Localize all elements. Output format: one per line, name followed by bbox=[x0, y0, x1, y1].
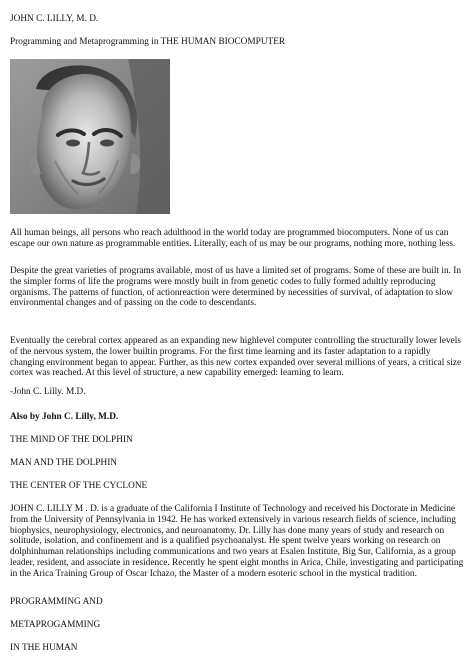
author-line: JOHN C. LILLY, M. D. bbox=[10, 14, 99, 24]
footer-line-3: IN THE HUMAN bbox=[10, 643, 78, 653]
book-1: THE MIND OF THE DOLPHIN bbox=[10, 435, 133, 445]
intro-paragraph-2: Despite the great varieties of programs available, most of us have a limited set of programs. Some of these are built in. In the simpler forms of life the programs were mostly built in from genetic codes to fully formed adultly reproducing organisms. The patterns of function, of actionreaction were determined by necessities of survival, of adaptation to slow environmental changes and of passing on the code to descendants. bbox=[10, 266, 462, 309]
bio-paragraph: JOHN C. LILLY M . D. is a graduate of the California I Institute of Technology and received his Doctorate in Medicine from the University of Pennsylvania in 1942. He has worked extensively in various research fields of science, including biophysics, neurophysiology, electronics, and neuroanatomy. Dr. Lilly has done many years of study and research on solitude, isolation, and confinement and is a qualified psychoanalyst. He spent twelve years working on research on dolphinhuman relationships including communications and two years at Esalen Institute, Big Sur, California, as a group leader, resident, and associate in residence. Recently he spent eight months in Arica, Chile, investigating and participating in the Arica Training Group of Oscar Ichazo, the Master of a modern esoteric school in the mystical tradition. bbox=[10, 504, 464, 579]
intro-paragraph-1: All human beings, all persons who reach adulthood in the world today are programmed biocomputers. None of us can escape our own nature as programmable entities. Literally, each of us may be our programs, nothing more, nothing less. bbox=[10, 228, 456, 249]
also-by-heading: Also by John C. Lilly, M.D. bbox=[10, 412, 119, 422]
intro-paragraph-3: Eventually the cerebral cortex appeared as an expanding new highlevel computer controlling the structurally lower levels of the nervous system, the lower builtin programs. For the first time learning and its faster adaptation to a rapidly changing environment began to appear. Further, as this new cortex expanded over several millions of years, a critical size cortex was reached. At this level of structure, a new capability emerged: learning to learn. bbox=[10, 336, 462, 379]
footer-line-1: PROGRAMMING AND bbox=[10, 597, 103, 607]
footer-line-2: METAPROGAMMING bbox=[10, 620, 101, 630]
book-3: THE CENTER OF THE CYCLONE bbox=[10, 481, 148, 491]
document-page bbox=[10, 10, 464, 660]
title-line: Programming and Metaprogramming in THE HUMAN BIOCOMPUTER bbox=[10, 37, 286, 47]
book-2: MAN AND THE DOLPHIN bbox=[10, 458, 118, 468]
author-photo bbox=[10, 59, 170, 214]
intro-signature: -John C. Lilly. M.D. bbox=[10, 387, 86, 397]
